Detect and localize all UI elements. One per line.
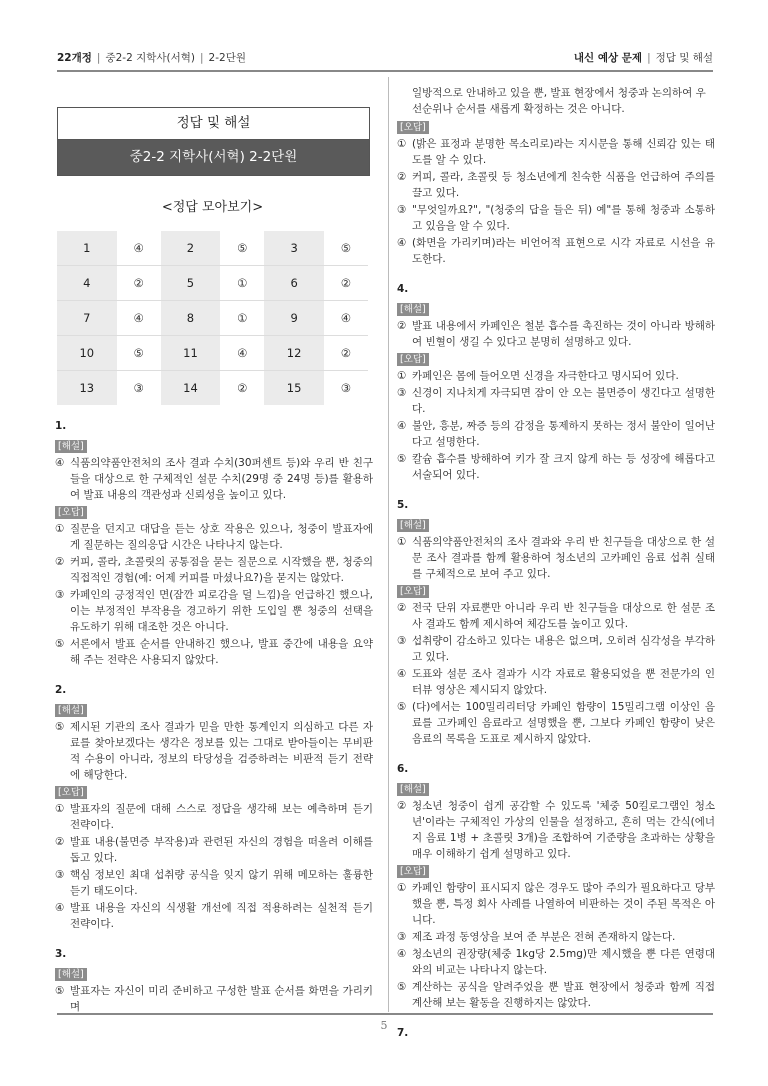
item-text: "무엇일까요?", "(청중의 답을 들은 뒤) 예"를 통해 청중과 소통하고 있음을 알 수 있다. bbox=[412, 204, 715, 232]
question-number: 7 bbox=[57, 301, 117, 336]
answer-item bbox=[397, 169, 715, 201]
item-text: 카페인 함량이 표시되지 않은 경우도 많아 주의가 필요하다고 당부했을 뿐, 특정 회사 사례를 나열하여 비판하는 것이 주된 목적은 아니다. bbox=[412, 882, 715, 926]
choice-marker: ① bbox=[397, 536, 407, 548]
footer-rule bbox=[57, 1013, 713, 1015]
answer-item bbox=[55, 834, 373, 866]
item-text: 카페인은 몸에 들어오면 신경을 자극한다고 명시되어 있다. bbox=[412, 370, 679, 382]
answer-choice: ① bbox=[220, 266, 264, 301]
answer-item bbox=[55, 587, 373, 635]
answer-item bbox=[397, 368, 715, 384]
answer-item bbox=[55, 867, 373, 899]
answer-choice: ② bbox=[324, 266, 368, 301]
question-heading: 2. bbox=[55, 684, 67, 696]
choice-marker: ② bbox=[55, 556, 65, 568]
item-text: 핵심 정보인 최대 섭취량 공식을 잊지 않기 위해 메모하는 훌륭한 듣기 태도이다. bbox=[70, 869, 373, 897]
header-separator: | bbox=[96, 52, 101, 64]
answer-item bbox=[55, 983, 373, 1015]
question-heading: 3. bbox=[55, 948, 67, 960]
header-section: 정답 및 해설 bbox=[655, 52, 713, 64]
question-number: 6 bbox=[264, 266, 324, 301]
item-text: 발표자는 자신이 미리 준비하고 구성한 발표 순서를 화면을 가리키며 bbox=[70, 985, 373, 1013]
choice-marker: ② bbox=[397, 320, 407, 332]
section-tag: [해설] bbox=[55, 704, 87, 717]
section-tag-row bbox=[397, 863, 715, 879]
answer-item bbox=[55, 554, 373, 586]
choice-marker: ④ bbox=[397, 237, 407, 249]
answer-item bbox=[397, 136, 715, 168]
choice-marker: ③ bbox=[55, 589, 65, 601]
section-tag-row bbox=[55, 784, 373, 800]
choice-marker: ④ bbox=[397, 420, 407, 432]
section-tag-row bbox=[55, 504, 373, 520]
choice-marker: ⑤ bbox=[55, 985, 65, 997]
choice-marker: ① bbox=[397, 138, 407, 150]
page-number: 5 bbox=[380, 1019, 388, 1032]
item-text: 도표와 설문 조사 결과가 시각 자료로 활용되었을 뿐 전문가의 인터뷰 영상은 제시되지 않았다. bbox=[412, 668, 715, 696]
answer-row bbox=[57, 301, 368, 336]
answer-row bbox=[57, 231, 368, 266]
question-heading: 6. bbox=[397, 763, 409, 775]
question-number: 8 bbox=[161, 301, 221, 336]
section-tag-row bbox=[397, 583, 715, 599]
choice-marker: ④ bbox=[55, 457, 65, 469]
choice-marker: ① bbox=[397, 370, 407, 382]
choice-marker: ③ bbox=[55, 869, 65, 881]
question-number: 9 bbox=[264, 301, 324, 336]
choice-marker: ⑤ bbox=[397, 981, 407, 993]
quick-answers-title: <정답 모아보기> bbox=[161, 200, 264, 215]
answer-choice: ③ bbox=[324, 371, 368, 406]
item-text: 제조 과정 동영상을 보여 준 부분은 전혀 존재하지 않는다. bbox=[412, 931, 676, 943]
item-text: 제시된 기관의 조사 결과가 믿을 만한 통계인지 의심하고 다른 자료를 찾아보겠다는 생각은 정보를 있는 그대로 받아들이는 무비판적 수용이 아니라, 정보의 타당성을 검증하려는 비판적 듣기 전략에 해당한다. bbox=[70, 721, 373, 781]
choice-marker: ⑤ bbox=[397, 453, 407, 465]
choice-marker: ⑤ bbox=[397, 701, 407, 713]
section-tag: [해설] bbox=[55, 440, 87, 453]
item-text: 질문을 던지고 대답을 듣는 상호 작용은 있으나, 청중이 발표자에게 질문하는 질의응답 시간은 나타나지 않는다. bbox=[70, 523, 373, 551]
answer-item bbox=[397, 318, 715, 350]
choice-marker: ③ bbox=[397, 635, 407, 647]
answer-choice: ⑤ bbox=[117, 336, 161, 371]
answer-choice: ④ bbox=[220, 336, 264, 371]
question-number: 10 bbox=[57, 336, 117, 371]
question-heading: 7. bbox=[397, 1027, 409, 1039]
section-tag: [해설] bbox=[397, 783, 429, 796]
question-heading: 5. bbox=[397, 499, 409, 511]
answer-item bbox=[55, 636, 373, 668]
title-box bbox=[57, 107, 370, 176]
section-tag-row bbox=[55, 438, 373, 454]
answer-item bbox=[397, 235, 715, 267]
section-tag-row bbox=[55, 702, 373, 718]
item-text: 발표 내용을 자신의 식생활 개선에 직접 적용하려는 실천적 듣기 전략이다. bbox=[70, 902, 373, 930]
item-text: 신경이 지나치게 자극되면 잠이 안 오는 불면증이 생긴다고 설명한다. bbox=[412, 387, 715, 415]
answer-choice: ⑤ bbox=[220, 231, 264, 266]
header-exam-type: 내신 예상 문제 bbox=[573, 52, 643, 64]
header-separator: | bbox=[647, 52, 651, 64]
item-text: 카페인의 긍정적인 면(잠깐 피로감을 덜 느낌)을 언급하긴 했으나, 이는 부정적인 부작용을 경고하기 위한 도입일 뿐 청중의 선택을 유도하기 위해 대조한 것은 아니다. bbox=[70, 589, 373, 633]
answer-item bbox=[397, 418, 715, 450]
section-tag-row bbox=[397, 351, 715, 367]
question-number: 15 bbox=[264, 371, 324, 406]
question-heading: 4. bbox=[397, 283, 409, 295]
title-line-2: 중2-2 지학사(서혁) 2-2단원 bbox=[58, 139, 369, 175]
header-rule bbox=[57, 70, 713, 72]
question-heading: 1. bbox=[55, 420, 67, 432]
item-text: 발표자의 질문에 대해 스스로 정답을 생각해 보는 예측하며 듣기 전략이다. bbox=[70, 803, 373, 831]
item-text: 커피, 콜라, 초콜릿의 공통점을 묻는 질문으로 시작했을 뿐, 청중의 직접적인 경험(예: 어제 커피를 마셨나요?)을 묻지는 않았다. bbox=[70, 556, 373, 584]
answer-row bbox=[57, 266, 368, 301]
header-right bbox=[574, 50, 713, 65]
answer-choice: ④ bbox=[117, 301, 161, 336]
right-column bbox=[397, 85, 715, 1045]
question-number: 2 bbox=[161, 231, 221, 266]
header-left bbox=[57, 50, 246, 65]
section-tag: [오답] bbox=[397, 121, 429, 134]
question-number: 1 bbox=[57, 231, 117, 266]
item-text: 계산하는 공식을 알려주었을 뿐 발표 현장에서 청중과 함께 직접 계산해 보는 활동을 진행하지는 않았다. bbox=[412, 981, 715, 1009]
header-unit: 2-2단원 bbox=[208, 52, 246, 64]
choice-marker: ⑤ bbox=[55, 721, 65, 733]
section-tag: [오답] bbox=[397, 865, 429, 878]
question-number: 5 bbox=[161, 266, 221, 301]
answer-item bbox=[55, 719, 373, 783]
choice-marker: ④ bbox=[55, 902, 65, 914]
section-tag: [오답] bbox=[397, 585, 429, 598]
item-text: (밝은 표정과 분명한 목소리로)라는 지시문을 통해 신뢰감 있는 태도를 알 수 있다. bbox=[412, 138, 715, 166]
item-text: 청소년의 권장량(체중 1kg당 2.5mg)만 제시했을 뿐 다른 연령대와의 비교는 나타나지 않는다. bbox=[412, 948, 715, 976]
item-text: 발표 내용(불면증 부작용)과 관련된 자신의 경험을 떠올려 이해를 돕고 있다. bbox=[70, 836, 373, 864]
question-number: 11 bbox=[161, 336, 221, 371]
choice-marker: ③ bbox=[397, 931, 407, 943]
question-number: 4 bbox=[57, 266, 117, 301]
answer-choice: ② bbox=[220, 371, 264, 406]
answer-item bbox=[55, 521, 373, 553]
header-grade: 22개정 bbox=[57, 52, 92, 64]
item-text: 전국 단위 자료뿐만 아니라 우리 반 친구들을 대상으로 한 설문 조사 결과도 함께 제시하여 체감도를 높이고 있다. bbox=[412, 602, 715, 630]
answer-item bbox=[397, 534, 715, 582]
question-number: 12 bbox=[264, 336, 324, 371]
answer-choice: ④ bbox=[117, 231, 161, 266]
section-tag-row bbox=[397, 517, 715, 533]
section-tag: [해설] bbox=[397, 303, 429, 316]
choice-marker: ① bbox=[55, 523, 65, 535]
left-column bbox=[55, 404, 373, 1016]
choice-marker: ① bbox=[55, 803, 65, 815]
section-tag-row bbox=[397, 119, 715, 135]
answer-choice: ⑤ bbox=[324, 231, 368, 266]
answer-item bbox=[397, 979, 715, 1011]
question-number: 14 bbox=[161, 371, 221, 406]
choice-marker: ③ bbox=[397, 387, 407, 399]
answer-item bbox=[397, 798, 715, 862]
answer-item bbox=[397, 929, 715, 945]
header-separator: | bbox=[200, 52, 204, 64]
answer-item bbox=[397, 699, 715, 747]
choice-marker: ④ bbox=[397, 668, 407, 680]
header-subject: 중2-2 지학사(서혁) bbox=[105, 52, 195, 64]
section-tag: [해설] bbox=[397, 519, 429, 532]
item-text: 칼슘 흡수를 방해하여 키가 잘 크지 않게 하는 등 성장에 해롭다고 서술되어 있다. bbox=[412, 453, 715, 481]
choice-marker: ② bbox=[55, 836, 65, 848]
item-text: 서론에서 발표 순서를 안내하긴 했으나, 발표 중간에 내용을 요약해 주는 전략은 사용되지 않았다. bbox=[70, 638, 373, 666]
answer-item bbox=[55, 900, 373, 932]
item-text: 식품의약품안전처의 조사 결과 수치(30퍼센트 등)와 우리 반 친구들을 대상으로 한 구체적인 설문 수치(29명 중 24명 등)를 활용하여 발표 내용의 객관성과 신뢰성을 높이고 있다. bbox=[70, 457, 373, 501]
item-text: 불안, 흥분, 짜증 등의 감정을 통제하지 못하는 정서 불안이 일어난다고 설명한다. bbox=[412, 420, 715, 448]
answer-choice: ④ bbox=[324, 301, 368, 336]
section-tag: [오답] bbox=[55, 786, 87, 799]
choice-marker: ⑤ bbox=[55, 638, 65, 650]
answer-item bbox=[397, 202, 715, 234]
choice-marker: ③ bbox=[397, 204, 407, 216]
item-text: 발표 내용에서 카페인은 철분 흡수를 촉진하는 것이 아니라 방해하여 빈혈이 생길 수 있다고 분명히 설명하고 있다. bbox=[412, 320, 715, 348]
section-tag-row bbox=[397, 781, 715, 797]
choice-marker: ④ bbox=[397, 948, 407, 960]
answer-item bbox=[397, 451, 715, 483]
answer-item bbox=[397, 600, 715, 632]
answer-item bbox=[55, 801, 373, 833]
title-line-1: 정답 및 해설 bbox=[176, 115, 251, 131]
answer-item bbox=[397, 633, 715, 665]
answer-choice: ③ bbox=[117, 371, 161, 406]
item-text: 섭취량이 감소하고 있다는 내용은 없으며, 오히려 심각성을 부각하고 있다. bbox=[412, 635, 715, 663]
column-divider bbox=[388, 77, 389, 1012]
choice-marker: ② bbox=[397, 602, 407, 614]
answer-row bbox=[57, 336, 368, 371]
question-number: 3 bbox=[264, 231, 324, 266]
section-tag-row bbox=[397, 301, 715, 317]
answer-row bbox=[57, 371, 368, 406]
section-tag-row bbox=[55, 966, 373, 982]
section-tag: [오답] bbox=[397, 353, 429, 366]
item-text: 식품의약품안전처의 조사 결과와 우리 반 친구들을 대상으로 한 설문 조사 결과를 함께 활용하여 청소년의 고카페인 음료 섭취 실태를 구체적으로 보여 주고 있다. bbox=[412, 536, 715, 580]
answer-choice: ② bbox=[324, 336, 368, 371]
answer-item bbox=[397, 385, 715, 417]
item-text: (화면을 가리키며)라는 비언어적 표현으로 시각 자료로 시선을 유도한다. bbox=[412, 237, 715, 265]
item-text: (다)에서는 100밀리리터당 카페인 함량이 15밀리그램 이상인 음료를 고카페인 음료라고 설명했을 뿐, 그보다 카페인 함량이 낮은 음료의 목록을 도표로 제시하지 않았다. bbox=[412, 701, 715, 745]
answer-item bbox=[397, 946, 715, 978]
section-tag: [오답] bbox=[55, 506, 87, 519]
choice-marker: ① bbox=[397, 882, 407, 894]
answer-choice: ① bbox=[220, 301, 264, 336]
item-text: 청소년 청중이 쉽게 공감할 수 있도록 '체중 50킬로그램인 청소년'이라는 구체적인 가상의 인물을 설정하고, 흔히 먹는 간식(에너지 음료 1병 + 초콜릿 3개)을 조합하여 기준량을 초과하는 상황을 매우 이해하기 쉽게 설명하고 있다. bbox=[412, 800, 715, 860]
item-text: 커피, 콜라, 초콜릿 등 청소년에게 친숙한 식품을 언급하여 주의를 끌고 있다. bbox=[412, 171, 715, 199]
answer-item bbox=[397, 880, 715, 928]
answer-choice: ② bbox=[117, 266, 161, 301]
answer-table bbox=[57, 231, 368, 405]
choice-marker: ② bbox=[397, 171, 407, 183]
question-number: 13 bbox=[57, 371, 117, 406]
answer-item bbox=[397, 666, 715, 698]
page-header bbox=[57, 50, 713, 68]
continued-text: 일방적으로 안내하고 있을 뿐, 발표 현장에서 청중과 논의하여 우선순위나 순서를 새롭게 확정하는 것은 아니다. bbox=[412, 87, 706, 115]
choice-marker: ② bbox=[397, 800, 407, 812]
answer-item bbox=[55, 455, 373, 503]
section-tag: [해설] bbox=[55, 968, 87, 981]
